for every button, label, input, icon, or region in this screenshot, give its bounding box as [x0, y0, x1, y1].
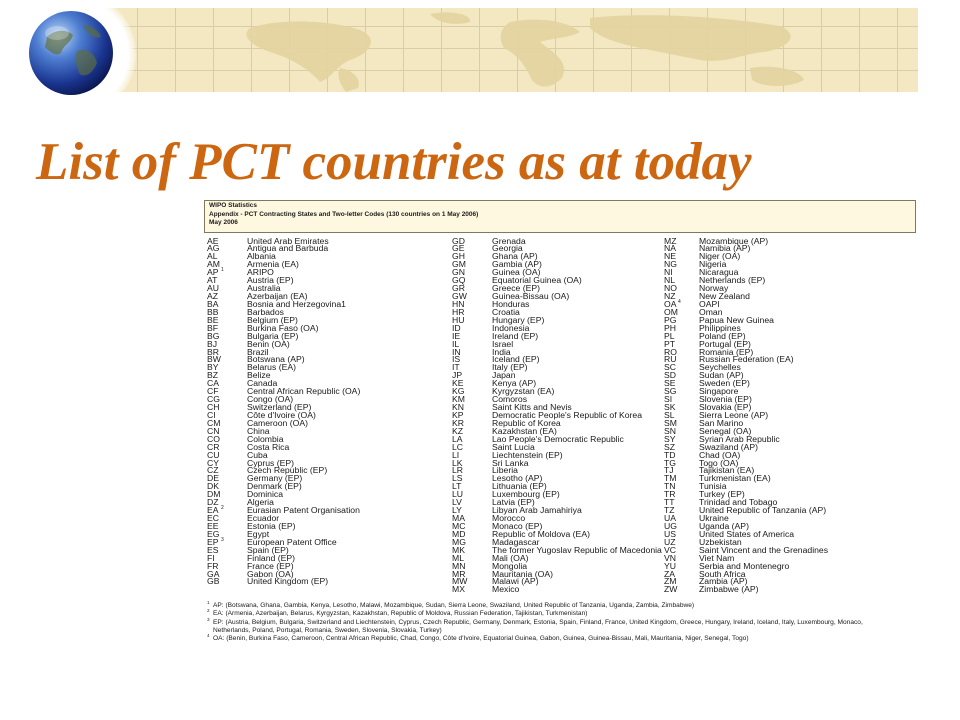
- country-name: Senegal (OA): [699, 426, 752, 436]
- country-code: DE: [207, 474, 220, 484]
- country-code: MG: [452, 537, 466, 547]
- footnote-mark: 2: [207, 608, 210, 614]
- country-name: Greece (EP): [492, 284, 541, 294]
- country-code: SE: [664, 379, 676, 389]
- country-name: Namibia (AP): [699, 244, 751, 254]
- country-name: Sudan (AP): [699, 371, 744, 381]
- country-name: Estonia (EP): [247, 521, 296, 531]
- country-code: TT: [664, 498, 675, 508]
- country-code: NI: [664, 268, 673, 278]
- country-name: Iceland (EP): [492, 355, 540, 365]
- country-name: Guinea (OA): [492, 268, 541, 278]
- country-code: MR: [452, 569, 466, 579]
- country-code: SL: [664, 410, 675, 420]
- country-code: HU: [452, 315, 465, 325]
- footnote-text: EA: (Armenia, Azerbaijan, Belarus, Kyrgyzstan, Kazakhstan, Republic of Moldova, Russian Federation, Tajikistan, Turkmenistan): [213, 610, 588, 618]
- country-code: PH: [664, 323, 677, 333]
- country-name: Saint Vincent and the Grenadines: [699, 545, 829, 555]
- country-code: UZ: [664, 537, 676, 547]
- country-code: NG: [664, 260, 677, 270]
- country-code: TN: [664, 482, 676, 492]
- country-name: Equatorial Guinea (OA): [492, 276, 582, 286]
- country-name: Finland (EP): [247, 553, 296, 563]
- country-code: GE: [452, 244, 465, 254]
- country-code: MA: [452, 514, 465, 524]
- country-name: Tunisia: [699, 482, 727, 492]
- country-name: Lithuania (EP): [492, 482, 547, 492]
- country-code: EP: [207, 537, 219, 547]
- country-name: Kazakhstan (EA): [492, 426, 557, 436]
- country-name: Tajikistan (EA): [699, 466, 755, 476]
- country-code: IN: [452, 347, 461, 357]
- country-name: Kenya (AP): [492, 379, 537, 389]
- country-code: SK: [664, 403, 676, 413]
- country-name: United States of America: [699, 529, 795, 539]
- country-code: VN: [664, 553, 677, 563]
- country-name: Brazil: [247, 347, 269, 357]
- country-name: Democratic People's Republic of Korea: [492, 410, 643, 420]
- country-code: AU: [207, 284, 220, 294]
- footnote-mark: 4: [207, 633, 210, 639]
- country-code: NL: [664, 276, 676, 286]
- country-name: Latvia (EP): [492, 498, 535, 508]
- country-code: EE: [207, 521, 219, 531]
- country-name: Switzerland (EP): [247, 403, 312, 413]
- country-code: PL: [664, 331, 675, 341]
- country-name: Slovakia (EP): [699, 403, 752, 413]
- country-code: LY: [452, 506, 462, 516]
- country-name: Saint Kitts and Nevis: [492, 403, 572, 413]
- country-name: Côte d'Ivoire (OA): [247, 410, 316, 420]
- country-name: Uganda (AP): [699, 521, 749, 531]
- country-name: Japan: [492, 371, 516, 381]
- country-name: Costa Rica: [247, 442, 290, 452]
- country-code: SI: [664, 395, 673, 405]
- country-code: BZ: [207, 371, 219, 381]
- country-name: Monaco (EP): [492, 521, 543, 531]
- footnote-text: OA: (Benin, Burkina Faso, Cameroon, Central African Republic, Chad, Congo, Côte d'Ivoire, Equatorial Guinea, Gabon, Guinea, Guinea-Bissau, Mali, Mauritania, Niger, Senegal, Togo): [213, 635, 749, 643]
- table-caption: Appendix - PCT Contracting States and Two-letter Codes (130 countries on 1 May 2006): [209, 210, 479, 218]
- country-code: ZA: [664, 569, 676, 579]
- country-name: India: [492, 347, 511, 357]
- country-name: European Patent Office: [247, 537, 337, 547]
- country-name: Cyprus (EP): [247, 458, 295, 468]
- country-code: AZ: [207, 292, 219, 301]
- country-name: Eurasian Patent Organisation: [247, 506, 360, 516]
- country-name: United Arab Emirates: [247, 236, 329, 246]
- country-code: NZ: [664, 292, 676, 301]
- country-name: Zambia (AP): [699, 577, 748, 587]
- country-name: Colombia: [247, 434, 284, 444]
- country-name: Sierra Leone (AP): [699, 410, 769, 420]
- country-code: TD: [664, 450, 676, 460]
- country-code: BJ: [207, 339, 218, 349]
- country-name: Mali (OA): [492, 553, 529, 563]
- country-name: South Africa: [699, 569, 746, 579]
- country-code: FR: [207, 561, 219, 571]
- slide-title: List of PCT countries as at today: [36, 133, 752, 191]
- country-code: CZ: [207, 466, 219, 476]
- country-code: FI: [207, 553, 215, 563]
- country-name: Canada: [247, 379, 278, 389]
- country-code: CI: [207, 410, 216, 420]
- country-code: DZ: [207, 498, 219, 508]
- footnote-text: EP: (Austria, Belgium, Bulgaria, Switzerland and Liechtenstein, Cyprus, Czech Republic, Germany, Denmark, Estonia, Spain, Finland, France, United Kingdom, Greece, Hungary, Ireland, Iceland, Italy, Luxembourg, Monaco,: [213, 618, 863, 626]
- country-name: Mauritania (OA): [492, 569, 553, 579]
- country-code: US: [664, 529, 677, 539]
- country-code: MD: [452, 529, 466, 539]
- country-code: AP: [207, 268, 219, 278]
- country-name: Egypt: [247, 529, 270, 539]
- country-name: Mongolia: [492, 561, 528, 571]
- country-name: Central African Republic (OA): [247, 387, 361, 397]
- country-name: Slovenia (EP): [699, 395, 752, 405]
- country-code: GN: [452, 268, 465, 278]
- country-code: SD: [664, 371, 677, 381]
- country-code: CA: [207, 379, 220, 389]
- country-name: Trinidad and Tobago: [699, 498, 778, 508]
- country-code: EG: [207, 529, 220, 539]
- country-name: Armenia (EA): [247, 260, 299, 270]
- country-name: Czech Republic (EP): [247, 466, 328, 476]
- country-code: ML: [452, 553, 465, 563]
- country-name: Algeria: [247, 498, 274, 508]
- country-code: LK: [452, 458, 463, 468]
- country-name: Romania (EP): [699, 347, 754, 357]
- country-code: HR: [452, 307, 465, 317]
- country-code: ZW: [664, 585, 678, 595]
- country-code: KZ: [452, 426, 464, 436]
- country-code: KP: [452, 410, 464, 420]
- country-code: NO: [664, 284, 677, 294]
- country-code: EC: [207, 514, 220, 524]
- country-name: Liberia: [492, 466, 518, 476]
- country-code: BR: [207, 347, 220, 357]
- country-name: Russian Federation (EA): [699, 355, 794, 365]
- country-name: Gabon (OA): [247, 569, 294, 579]
- country-name: Netherlands (EP): [699, 276, 766, 286]
- country-code: SG: [664, 387, 677, 397]
- country-code: ES: [207, 545, 219, 555]
- country-code: BB: [207, 307, 219, 317]
- country-code: PG: [664, 315, 677, 325]
- country-code: LT: [452, 482, 462, 492]
- country-name: Belgium (EP): [247, 315, 298, 325]
- country-code: PT: [664, 339, 676, 349]
- country-name: Congo (OA): [247, 395, 294, 405]
- country-code: AG: [207, 244, 220, 254]
- country-code: LI: [452, 450, 460, 460]
- country-name: Lao People's Democratic Republic: [492, 434, 624, 444]
- country-name: Chad (OA): [699, 450, 741, 460]
- country-code: BA: [207, 299, 219, 309]
- country-name: OAPI: [699, 299, 720, 309]
- country-code: CM: [207, 418, 221, 428]
- country-code: KE: [452, 379, 464, 389]
- country-name: Indonesia: [492, 323, 530, 333]
- country-name: ARIPO: [247, 268, 274, 278]
- country-name: Hungary (EP): [492, 315, 545, 325]
- country-name: Sri Lanka: [492, 458, 529, 468]
- footnote-marker: 2: [221, 505, 224, 512]
- country-code: GQ: [452, 276, 466, 286]
- country-code: LV: [452, 498, 462, 508]
- country-name: Sweden (EP): [699, 379, 750, 389]
- country-code: BY: [207, 363, 219, 373]
- country-code: OM: [664, 307, 678, 317]
- country-code: LR: [452, 466, 464, 476]
- country-name: Dominica: [247, 490, 284, 500]
- footnote-marker: 4: [678, 298, 681, 305]
- country-name: Mozambique (AP): [699, 236, 769, 246]
- country-name: Liechtenstein (EP): [492, 450, 563, 460]
- country-code: NE: [664, 252, 677, 262]
- country-code: MK: [452, 545, 465, 555]
- footnote-text: Netherlands, Poland, Portugal, Romania, Sweden, Slovenia, Slovakia, Turkey): [213, 626, 442, 634]
- country-name: United Republic of Tanzania (AP): [699, 506, 827, 516]
- country-code: RU: [664, 355, 677, 365]
- country-code: LS: [452, 474, 463, 484]
- country-code: CN: [207, 426, 220, 436]
- country-name: Ghana (AP): [492, 252, 538, 262]
- country-name: Philippines: [699, 323, 741, 333]
- country-code: KG: [452, 387, 465, 397]
- country-name: Libyan Arab Jamahiriya: [492, 506, 582, 516]
- country-name: Togo (OA): [699, 458, 739, 468]
- country-code: SM: [664, 418, 677, 428]
- country-name: Bulgaria (EP): [247, 331, 299, 341]
- country-name: Antigua and Barbuda: [247, 244, 329, 254]
- country-name: Barbados: [247, 307, 284, 317]
- country-code: LU: [452, 490, 464, 500]
- country-code: CH: [207, 403, 220, 413]
- country-name: Nigeria: [699, 260, 727, 270]
- country-name: Israel: [492, 339, 514, 349]
- country-code: BE: [207, 315, 219, 325]
- country-code: IE: [452, 331, 461, 341]
- footnote-marker: 1: [221, 267, 224, 274]
- country-name: New Zealand: [699, 292, 750, 301]
- country-code: MC: [452, 521, 466, 531]
- country-code: DK: [207, 482, 220, 492]
- country-code: IL: [452, 339, 460, 349]
- country-code: LA: [452, 434, 463, 444]
- country-name: Italy (EP): [492, 363, 528, 373]
- country-code: LC: [452, 442, 464, 452]
- country-name: Niger (OA): [699, 252, 741, 262]
- country-name: Malawi (AP): [492, 577, 539, 587]
- country-code: SY: [664, 434, 676, 444]
- country-code: OA: [664, 299, 677, 309]
- country-code: GR: [452, 284, 465, 294]
- country-name: The former Yugoslav Republic of Macedonia: [492, 545, 662, 555]
- country-code: TM: [664, 474, 677, 484]
- country-code: HN: [452, 299, 465, 309]
- country-name: Seychelles: [699, 363, 741, 373]
- country-name: Zimbabwe (AP): [699, 585, 759, 595]
- country-name: Ukraine: [699, 514, 729, 524]
- country-code: TJ: [664, 466, 674, 476]
- country-name: Grenada: [492, 236, 526, 246]
- country-name: Burkina Faso (OA): [247, 323, 319, 333]
- country-code: SC: [664, 363, 677, 373]
- country-name: Botswana (AP): [247, 355, 305, 365]
- country-name: Papua New Guinea: [699, 315, 774, 325]
- country-code: TZ: [664, 506, 675, 516]
- country-name: Austria (EP): [247, 276, 294, 286]
- country-code: CG: [207, 395, 220, 405]
- country-name: Comoros: [492, 395, 528, 405]
- country-name: Albania: [247, 252, 276, 262]
- country-code: TG: [664, 458, 676, 468]
- country-name: Viet Nam: [699, 553, 735, 563]
- country-code: MW: [452, 577, 468, 587]
- country-code: MZ: [664, 236, 677, 246]
- country-code: AL: [207, 252, 218, 262]
- country-name: Serbia and Montenegro: [699, 561, 790, 571]
- country-name: Republic of Korea: [492, 418, 561, 428]
- footnote-marker: 3: [221, 536, 224, 543]
- table-source: WIPO Statistics: [209, 202, 258, 209]
- country-name: Bosnia and Herzegovina1: [247, 299, 346, 309]
- table-date: May 2006: [209, 219, 238, 226]
- country-code: ID: [452, 323, 461, 333]
- country-code: RO: [664, 347, 677, 357]
- country-code: SN: [664, 426, 677, 436]
- country-code: MN: [452, 561, 466, 571]
- country-name: Uzbekistan: [699, 537, 742, 547]
- country-name: Cameroon (OA): [247, 418, 308, 428]
- country-code: TR: [664, 490, 676, 500]
- country-name: Belize: [247, 371, 271, 381]
- country-name: Singapore: [699, 387, 739, 397]
- country-name: China: [247, 426, 270, 436]
- country-name: Honduras: [492, 299, 530, 309]
- country-code: VC: [664, 545, 677, 555]
- country-name: Ireland (EP): [492, 331, 539, 341]
- country-name: Georgia: [492, 244, 523, 254]
- country-code: ZM: [664, 577, 677, 587]
- country-code: CF: [207, 387, 219, 397]
- country-name: Cuba: [247, 450, 268, 460]
- country-code: UA: [664, 514, 677, 524]
- country-name: Swaziland (AP): [699, 442, 759, 452]
- country-name: Croatia: [492, 307, 520, 317]
- country-name: Norway: [699, 284, 729, 294]
- country-code: SZ: [664, 442, 676, 452]
- country-name: Kyrgyzstan (EA): [492, 387, 555, 397]
- country-code: BF: [207, 323, 219, 333]
- country-code: CO: [207, 434, 220, 444]
- country-name: Turkmenistan (EA): [699, 474, 771, 484]
- country-name: Benin (OA): [247, 339, 290, 349]
- country-code: JP: [452, 371, 463, 381]
- country-code: IS: [452, 355, 461, 365]
- country-name: Mexico: [492, 585, 520, 595]
- country-code: GW: [452, 292, 467, 301]
- country-code: GB: [207, 577, 220, 587]
- country-name: France (EP): [247, 561, 294, 571]
- country-name: Belarus (EA): [247, 363, 296, 373]
- country-name: United Kingdom (EP): [247, 577, 329, 587]
- footnote-text: AP: (Botswana, Ghana, Gambia, Kenya, Lesotho, Malawi, Mozambique, Sudan, Sierra Leone, Swaziland, United Republic of Tanzania, Uganda, Zambia, Zimbabwe): [213, 602, 695, 609]
- country-code: BW: [207, 355, 221, 365]
- country-name: Gambia (AP): [492, 260, 542, 270]
- country-code: KM: [452, 395, 465, 405]
- country-name: Poland (EP): [699, 331, 746, 341]
- country-name: Luxembourg (EP): [492, 490, 560, 500]
- country-code: BG: [207, 331, 220, 341]
- country-name: Republic of Moldova (EA): [492, 529, 590, 539]
- country-name: Turkey (EP): [699, 490, 745, 500]
- country-code: EA: [207, 506, 219, 516]
- country-code: KR: [452, 418, 465, 428]
- country-code: GD: [452, 236, 465, 246]
- footnote-mark: 1: [207, 600, 210, 605]
- country-name: Denmark (EP): [247, 482, 302, 492]
- country-code: AE: [207, 236, 219, 246]
- country-name: Portugal (EP): [699, 339, 751, 349]
- country-code: GM: [452, 260, 466, 270]
- country-code: CR: [207, 442, 220, 452]
- country-name: Azerbaijan (EA): [247, 292, 308, 301]
- country-code: MX: [452, 585, 465, 595]
- country-name: Madagascar: [492, 537, 540, 547]
- country-name: Ecuador: [247, 514, 280, 524]
- country-code: YU: [664, 561, 677, 571]
- country-name: Nicaragua: [699, 268, 739, 278]
- country-code: GH: [452, 252, 465, 262]
- country-name: Syrian Arab Republic: [699, 434, 780, 444]
- country-name: Germany (EP): [247, 474, 303, 484]
- country-name: Morocco: [492, 514, 526, 524]
- country-code: AT: [207, 276, 218, 286]
- country-code: UG: [664, 521, 677, 531]
- country-name: Lesotho (AP): [492, 474, 543, 484]
- country-name: San Marino: [699, 418, 744, 428]
- country-code: NA: [664, 244, 677, 254]
- country-code: IT: [452, 363, 460, 373]
- country-code: KN: [452, 403, 465, 413]
- country-code: DM: [207, 490, 221, 500]
- footnote-mark: 3: [207, 616, 210, 622]
- country-code: AM: [207, 260, 220, 270]
- country-name: Australia: [247, 284, 281, 294]
- country-name: Saint Lucia: [492, 442, 535, 452]
- country-name: Oman: [699, 307, 723, 317]
- country-code: CY: [207, 458, 220, 468]
- country-code: GA: [207, 569, 220, 579]
- country-code: CU: [207, 450, 220, 460]
- country-name: Spain (EP): [247, 545, 289, 555]
- country-name: Guinea-Bissau (OA): [492, 292, 570, 301]
